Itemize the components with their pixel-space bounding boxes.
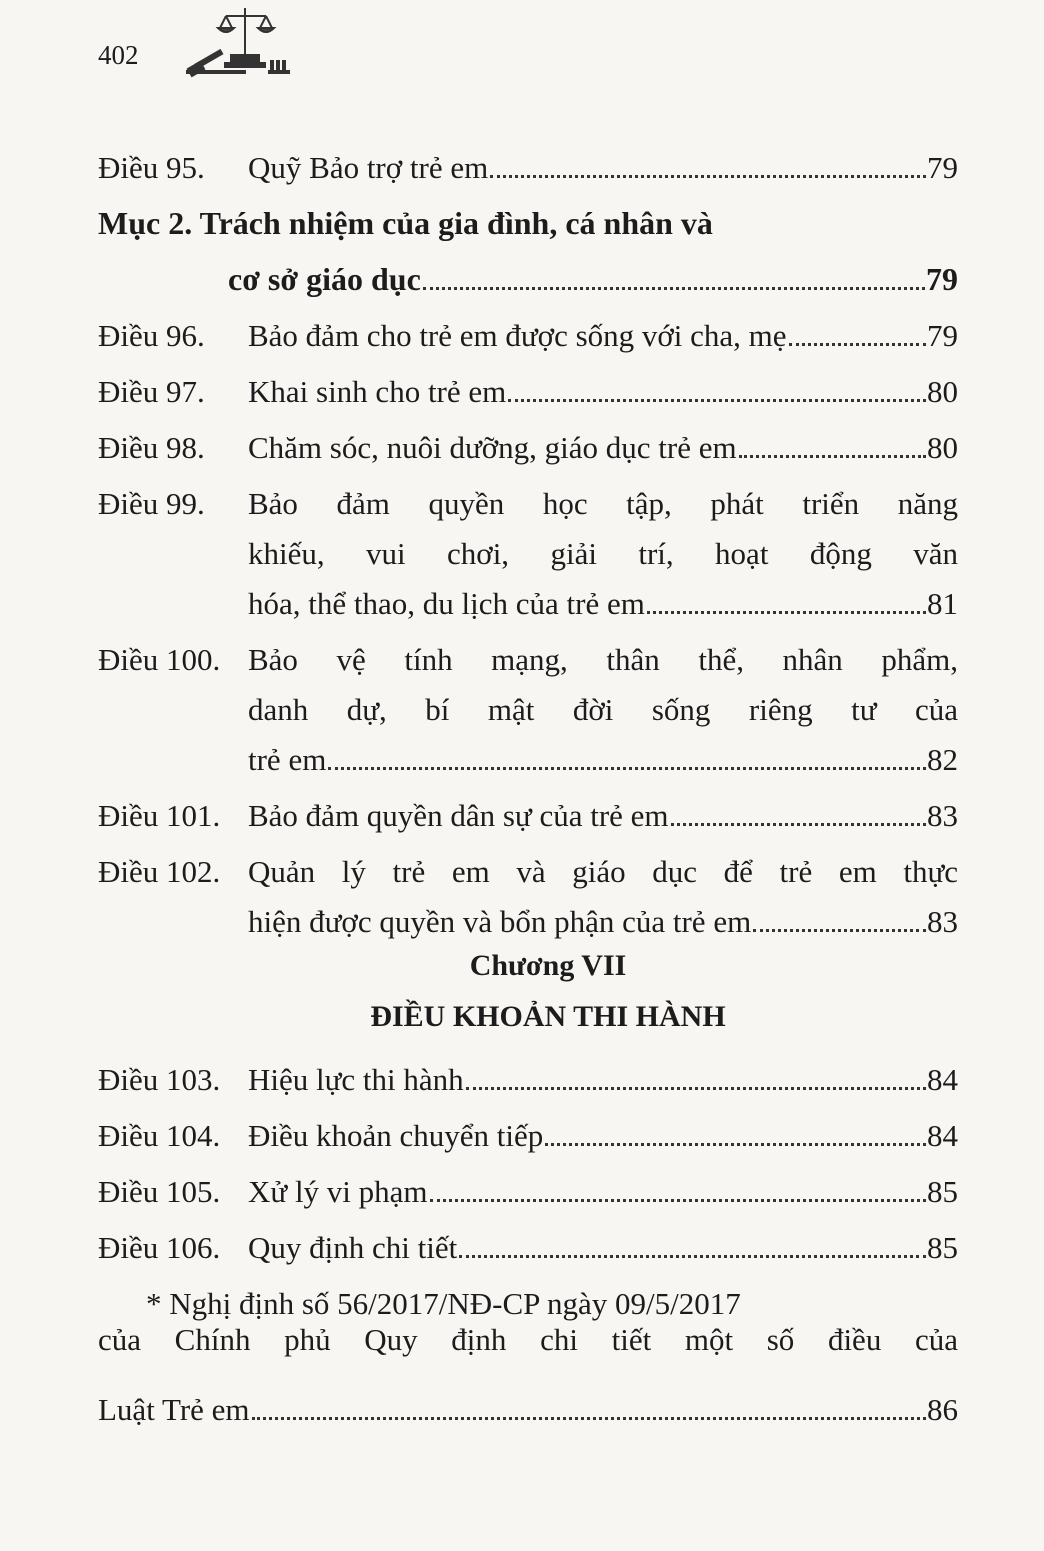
entry-page: 84 (927, 1062, 958, 1097)
toc-entry-dieu-100-cont (98, 678, 958, 728)
dot-leader (430, 1197, 926, 1202)
entry-number: Điều 99. (98, 486, 205, 521)
dot-leader (508, 397, 926, 402)
entry-title: Hiệu lực thi hành (248, 1062, 464, 1097)
toc-entry-dieu-99-cont (98, 522, 958, 572)
entry-title-line-1: Bảo vệ tính mạng, thân thể, nhân phẩm, (248, 642, 958, 677)
entry-title-line-1: Bảo đảm quyền học tập, phát triển năng (248, 486, 958, 521)
dot-leader (423, 285, 925, 290)
entry-number: Điều 101. (98, 798, 221, 833)
dot-leader (789, 341, 926, 346)
entry-page: 79 (927, 318, 958, 353)
entry-title-line-2: danh dự, bí mật đời sống riêng tư của (248, 692, 958, 727)
entry-number: Điều 103. (98, 1062, 221, 1097)
section-heading-muc-2-cont[interactable] (98, 242, 958, 298)
section-page: 79 (926, 261, 958, 297)
section-title-line-1: Mục 2. Trách nhiệm của gia đình, cá nhân và (98, 205, 713, 241)
entry-page: 83 (927, 798, 958, 833)
dot-leader (545, 1141, 926, 1146)
toc-entry-dieu-96[interactable] (98, 298, 958, 354)
toc-entry-dieu-103[interactable] (98, 1042, 958, 1098)
entry-page: 81 (927, 586, 958, 621)
dot-leader (739, 453, 926, 458)
toc-entry-dieu-100-cont-2 (98, 728, 958, 778)
page-number: 402 (98, 40, 139, 70)
entry-number: Điều 105. (98, 1174, 221, 1209)
toc-entry-dieu-104[interactable] (98, 1098, 958, 1154)
entry-title-line-1: Quản lý trẻ em và giáo dục để trẻ em thực (248, 854, 958, 889)
toc-entry-dieu-99-cont-2 (98, 572, 958, 622)
dot-leader (466, 1085, 926, 1090)
decree-note-line-2: của Chính phủ Quy định chi tiết một số điều của (98, 1322, 958, 1357)
dot-leader (753, 927, 926, 932)
toc-entry-dieu-95[interactable] (98, 130, 958, 186)
decree-note-text-1: * Nghị định số 56/2017/NĐ-CP ngày 09/5/2017 (146, 1286, 741, 1321)
chapter-title[interactable]: ĐIỀU KHOẢN THI HÀNH (370, 1000, 726, 1033)
entry-number: Điều 97. (98, 374, 205, 409)
toc-entry-dieu-102[interactable] (98, 834, 958, 890)
toc-entry-dieu-98[interactable] (98, 410, 958, 466)
entry-title-line-3: trẻ em (248, 742, 327, 777)
dot-leader (671, 821, 926, 826)
entry-title: Điều khoản chuyển tiếp (248, 1118, 544, 1153)
entry-title: Xử lý vi phạm (248, 1174, 428, 1209)
entry-title: Quy định chi tiết (248, 1230, 458, 1265)
decree-note-line-1[interactable] (98, 1266, 958, 1322)
entry-page: 84 (927, 1118, 958, 1153)
entry-number: Điều 106. (98, 1230, 221, 1265)
entry-number: Điều 100. (98, 642, 221, 677)
dot-leader (459, 1253, 926, 1258)
toc-entry-dieu-99[interactable] (98, 466, 958, 522)
entry-page: 80 (927, 374, 958, 409)
scales-of-justice-logo (186, 4, 304, 78)
entry-number: Điều 95. (98, 150, 205, 185)
toc-entry-dieu-105[interactable] (98, 1154, 958, 1210)
dot-leader (328, 765, 926, 770)
entry-title-line-3: hóa, thể thao, du lịch của trẻ em (248, 586, 645, 621)
entry-number: Điều 96. (98, 318, 205, 353)
entry-number: Điều 104. (98, 1118, 221, 1153)
section-title-line-2: cơ sở giáo dục (228, 261, 421, 297)
entry-page: 85 (927, 1174, 958, 1209)
entry-title: Khai sinh cho trẻ em (248, 374, 507, 409)
entry-page: 79 (927, 150, 958, 185)
table-of-contents (98, 130, 958, 1428)
entry-number: Điều 98. (98, 430, 205, 465)
entry-number: Điều 102. (98, 854, 221, 889)
decree-note-text-3: Luật Trẻ em (98, 1392, 250, 1427)
entry-page: 80 (927, 430, 958, 465)
entry-title: Bảo đảm quyền dân sự của trẻ em (248, 798, 669, 833)
dot-leader (490, 173, 926, 178)
chapter-label[interactable]: Chương VII (469, 949, 627, 982)
entry-title: Quỹ Bảo trợ trẻ em (248, 150, 489, 185)
toc-entry-dieu-97[interactable] (98, 354, 958, 410)
dot-leader (647, 609, 926, 614)
entry-page: 85 (927, 1230, 958, 1265)
entry-page: 82 (927, 742, 958, 777)
entry-title: Chăm sóc, nuôi dưỡng, giáo dục trẻ em (248, 430, 737, 465)
entry-page: 83 (927, 904, 958, 939)
entry-title-line-2: hiện được quyền và bổn phận của trẻ em (248, 904, 752, 939)
entry-title-line-2: khiếu, vui chơi, giải trí, hoạt động văn (248, 536, 958, 571)
toc-entry-dieu-106[interactable] (98, 1210, 958, 1266)
entry-page: 86 (927, 1392, 958, 1427)
toc-entry-dieu-101[interactable] (98, 778, 958, 834)
dot-leader (252, 1415, 926, 1420)
toc-entry-dieu-102-cont (98, 890, 958, 940)
decree-note-line-3 (98, 1374, 958, 1428)
toc-entry-dieu-100[interactable] (98, 622, 958, 678)
entry-title: Bảo đảm cho trẻ em được sống với cha, mẹ (248, 318, 787, 353)
section-heading-muc-2[interactable] (98, 186, 958, 242)
